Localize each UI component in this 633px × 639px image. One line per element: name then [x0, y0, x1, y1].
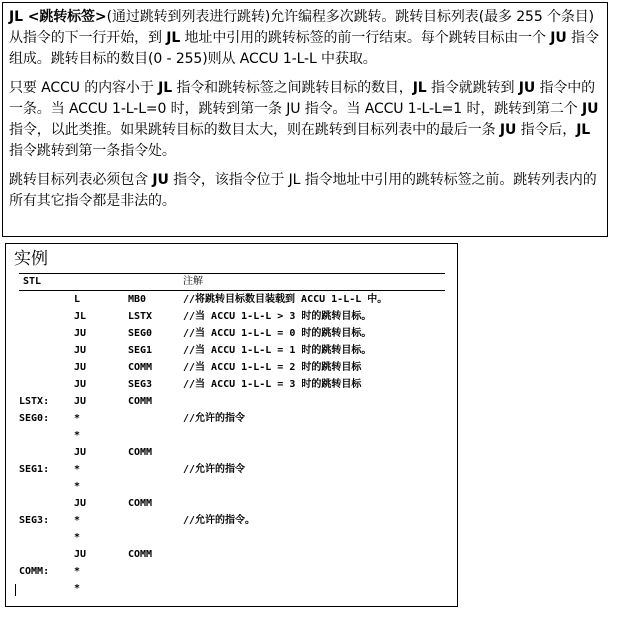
code-comment: //允许的指令 [183, 464, 246, 475]
code-opcode: JU [74, 498, 87, 509]
code-line [6, 479, 457, 495]
code-line [6, 309, 457, 325]
code-operand: COMM [128, 396, 153, 407]
code-line [6, 513, 457, 529]
example-title: 实例 [14, 249, 48, 269]
code-comment: //将跳转目标数目装载到 ACCU 1-L-L 中。 [183, 294, 388, 305]
code-line [6, 445, 457, 461]
code-line [6, 360, 457, 376]
code-opcode: * [74, 515, 81, 526]
code-opcode: JL [74, 311, 87, 322]
code-label: LSTX: [19, 396, 50, 407]
code-opcode: * [74, 566, 81, 577]
description-paragraph-1: JL <跳转标签>(通过跳转到列表进行跳转)允许编程多次跳转。跳转目标列表(最多 255 个条目)从指令的下一行开始，到 JL 地址中引用的跳转标签的前一行结束。每个跳转目标由一个 JU 指令组成。跳转目标的数目(0 - 255)则从 ACCU 1-L-L 中获取。 [9, 9, 599, 67]
code-opcode: JU [74, 345, 87, 356]
code-line [6, 394, 457, 410]
code-opcode: * [74, 583, 81, 594]
code-line [6, 411, 457, 427]
code-opcode: JU [74, 362, 87, 373]
code-comment: //当 ACCU 1-L-L > 3 时的跳转目标。 [183, 311, 372, 322]
stl-header: STL [23, 276, 42, 287]
code-line [6, 581, 457, 597]
code-line [6, 496, 457, 512]
code-comment: //当 ACCU 1-L-L = 3 时的跳转目标 [183, 379, 362, 390]
code-line [6, 292, 457, 308]
description-paragraph-2: 只要 ACCU 的内容小于 JL 指令和跳转标签之间跳转目标的数目，JL 指令就跳转到 JU 指令中的一条。当 ACCU 1-L-L=0 时，跳转到第一条 JU 指令。当 ACCU 1-L-L=1 时，跳转到第二个 JU 指令，以此类推。如果跳转目标的数目太大，则在跳转到目标列表中的最后一条 JU 指令后，JL 指令跳转到第一条指令处。 [9, 80, 599, 159]
code-operand: COMM [128, 447, 153, 458]
code-line [6, 428, 457, 444]
code-opcode: * [74, 532, 81, 543]
code-opcode: JU [74, 549, 87, 560]
code-label: SEG3: [19, 515, 50, 526]
code-line [6, 343, 457, 359]
description-paragraph-3: 跳转目标列表必须包含 JU 指令，该指令位于 JL 指令地址中引用的跳转标签之前。跳转列表内的所有其它指令都是非法的。 [9, 172, 597, 209]
code-operand: MB0 [128, 294, 147, 305]
code-line [6, 462, 457, 478]
code-header [19, 273, 445, 291]
code-operand: COMM [128, 549, 153, 560]
code-line [6, 377, 457, 393]
code-label: COMM: [19, 566, 50, 577]
code-line [6, 326, 457, 342]
margin-bar [15, 584, 16, 596]
code-line [6, 530, 457, 546]
code-opcode: JU [74, 328, 87, 339]
description-box [2, 2, 608, 237]
code-comment: //允许的指令。 [183, 515, 256, 526]
code-operand: COMM [128, 362, 153, 373]
code-line [6, 564, 457, 580]
code-comment: //允许的指令 [183, 413, 246, 424]
code-operand: SEG0 [128, 328, 153, 339]
code-operand: LSTX [128, 311, 153, 322]
note-header: 注解 [183, 276, 203, 287]
instruction-name: JL <跳转标签> [9, 9, 107, 25]
code-opcode: JU [74, 379, 87, 390]
code-comment: //当 ACCU 1-L-L = 0 时的跳转目标。 [183, 328, 372, 339]
code-comment: //当 ACCU 1-L-L = 2 时的跳转目标 [183, 362, 362, 373]
code-operand: SEG1 [128, 345, 153, 356]
code-label: SEG0: [19, 413, 50, 424]
code-opcode: * [74, 413, 81, 424]
code-label: SEG1: [19, 464, 50, 475]
code-opcode: * [74, 464, 81, 475]
code-operand: SEG3 [128, 379, 153, 390]
code-opcode: JU [74, 447, 87, 458]
code-opcode: * [74, 430, 81, 441]
example-box [5, 243, 458, 607]
code-opcode: JU [74, 396, 87, 407]
code-opcode: * [74, 481, 81, 492]
code-comment: //当 ACCU 1-L-L = 1 时的跳转目标。 [183, 345, 372, 356]
code-opcode: L [74, 294, 81, 305]
code-line [6, 547, 457, 563]
code-operand: COMM [128, 498, 153, 509]
